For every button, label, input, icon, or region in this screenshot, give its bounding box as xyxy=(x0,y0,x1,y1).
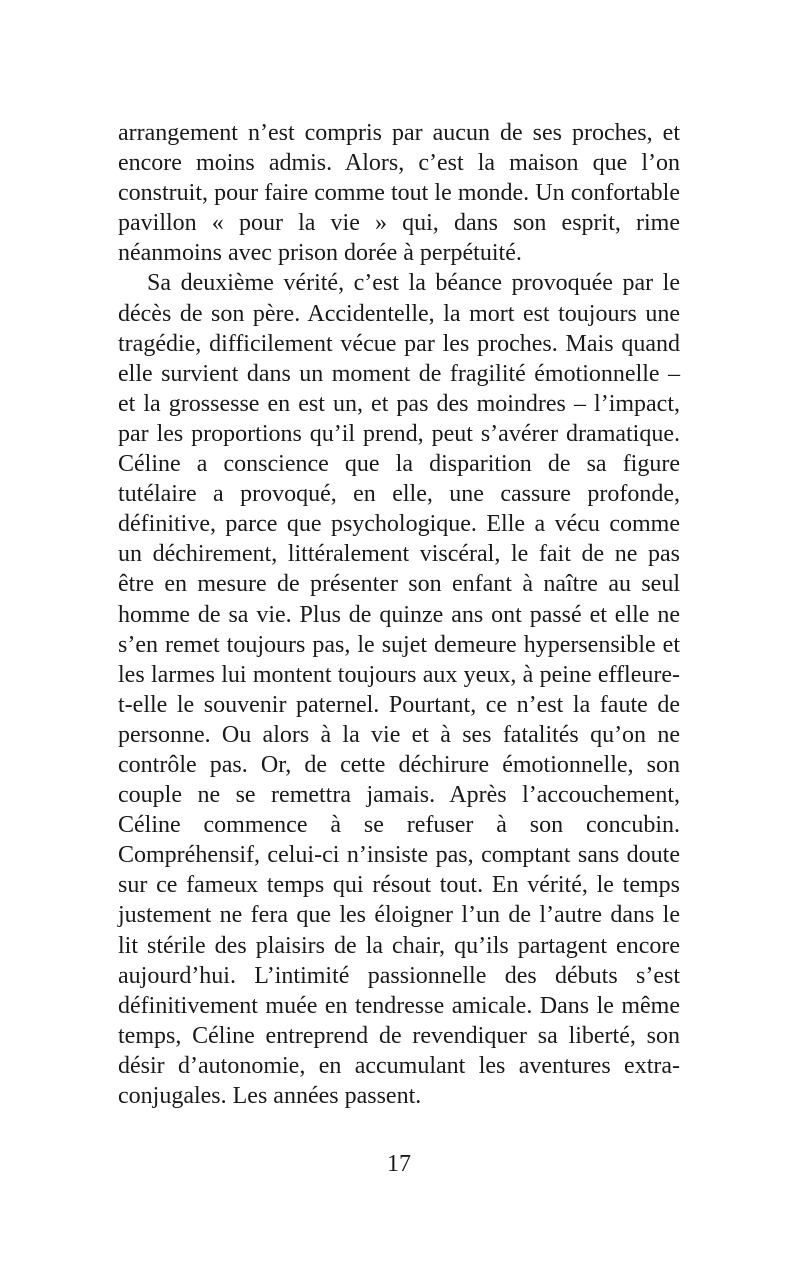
page-number: 17 xyxy=(387,1151,411,1177)
paragraph-continued: arrangement n’est compris par aucun de ses proches, et encore moins admis. Alors, c’est la maison que l’on construit, pour faire comme tout le monde. Un confortable pavillon « pour la vie » qui, dans son esprit, rime néanmoins avec prison dorée à perpétuité. xyxy=(118,120,680,267)
body-text xyxy=(118,118,680,1111)
paragraph-second-truth: Sa deuxième vérité, c’est la béance provoquée par le décès de son père. Accidentelle, la mort est toujours une tragédie, difficilement vécue par les proches. Mais quand elle survient dans un moment de fragilité émotionnelle – et la grossesse en est un, et pas des moindres – l’impact, par les proportions qu’il prend, peut s’avérer dramatique. Céline a conscience que la disparition de sa figure tutélaire a provoqué, en elle, une cassure profonde, définitive, parce que psychologique. Elle a vécu comme un déchirement, littéralement viscéral, le fait de ne pas être en mesure de présenter son enfant à naître au seul homme de sa vie. Plus de quinze ans ont passé et elle ne s’en remet toujours pas, le sujet demeure hypersensible et les larmes lui montent toujours aux yeux, à peine effleure-t-elle le souvenir paternel. Pourtant, ce n’est la faute de personne. Ou alors à la vie et à ses fatalités qu’on ne contrôle pas. Or, de cette déchirure émotionnelle, son couple ne se remettra jamais. Après l’accouchement, Céline commence à se refuser à son concubin. Compréhensif, celui-ci n’insiste pas, comptant sans doute sur ce fameux temps qui résout tout. En vérité, le temps justement ne fera que les éloigner l’un de l’autre dans le lit stérile des plaisirs de la chair, qu’ils partagent encore aujourd’hui. L’intimité passionnelle des débuts s’est définitivement muée en tendresse amicale. Dans le même temps, Céline entreprend de revendiquer sa liberté, son désir d’autonomie, en accumulant les aventures extra-conjugales. Les années passent. xyxy=(118,270,680,1109)
